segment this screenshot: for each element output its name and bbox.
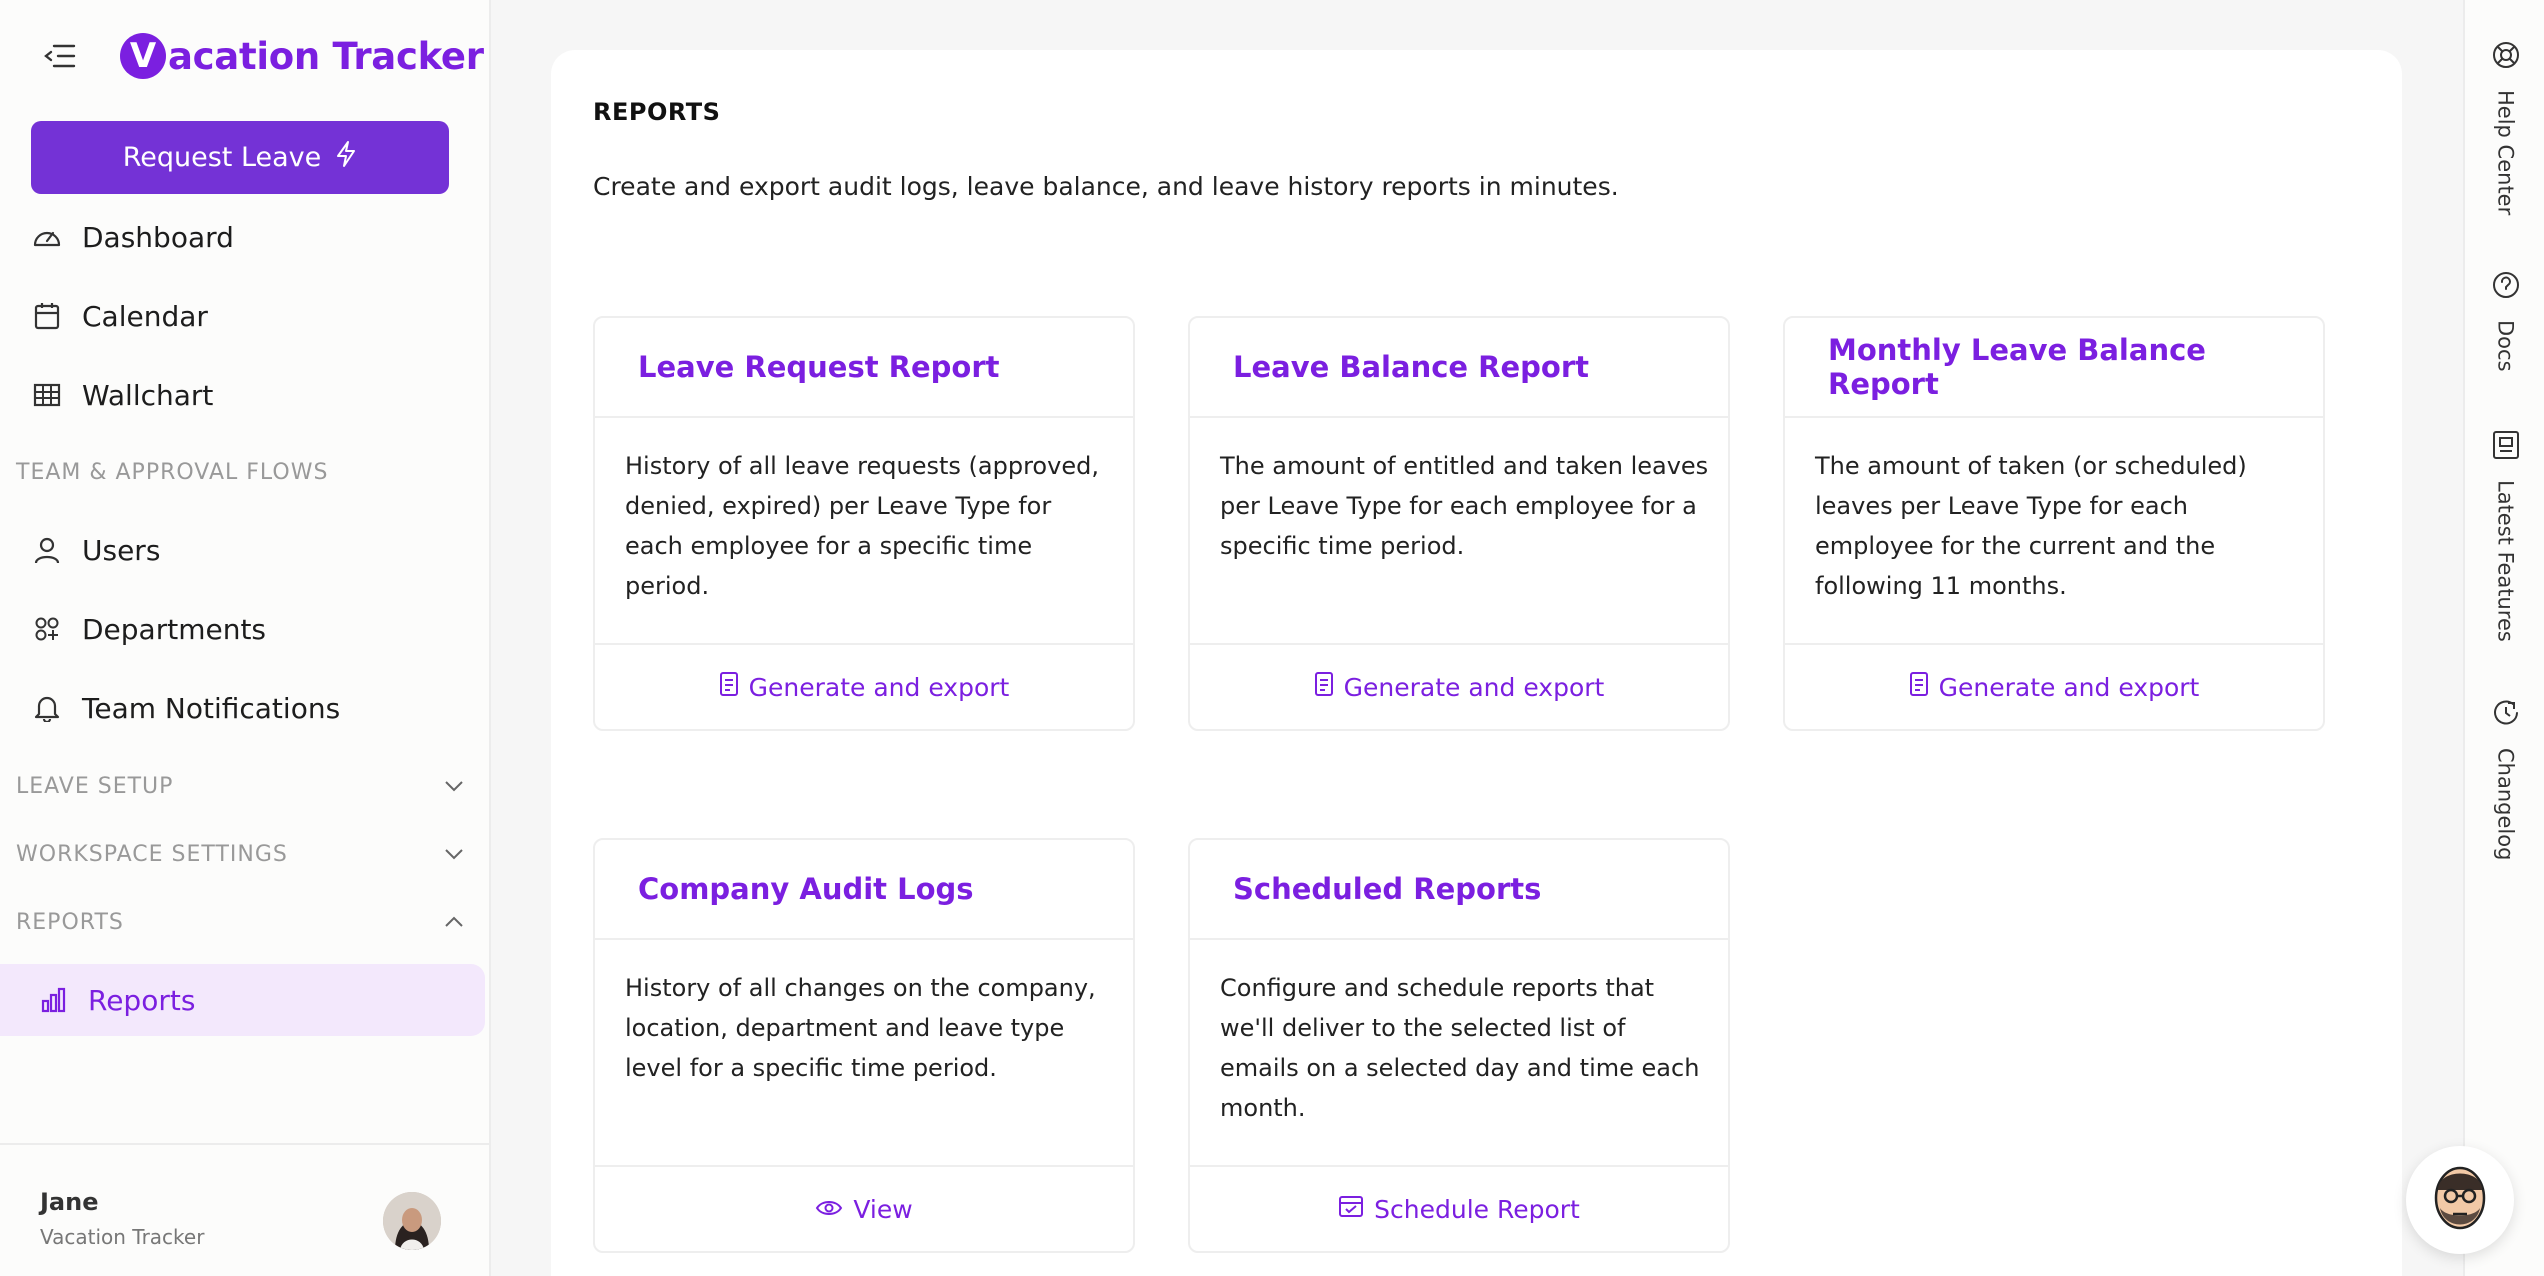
section-label: TEAM & APPROVAL FLOWS <box>16 459 329 485</box>
chevron-up-icon <box>442 910 466 934</box>
collapse-menu-icon[interactable] <box>40 36 80 76</box>
action-label: View <box>853 1194 913 1224</box>
support-chat-avatar-button[interactable] <box>2406 1146 2514 1254</box>
page-title: REPORTS <box>593 98 721 126</box>
card-description: History of all changes on the company, location, department and leave type level for a specific time period. <box>625 974 1096 1082</box>
report-card-leave-request <box>593 316 1135 731</box>
card-description: The amount of taken (or scheduled) leaves per Leave Type for each employee for the current and the following 11 months. <box>1815 452 2247 600</box>
docs-icon <box>2491 270 2521 304</box>
user-icon <box>32 535 62 565</box>
card-title[interactable]: Scheduled Reports <box>1190 840 1728 940</box>
report-card-scheduled-reports <box>1188 838 1730 1253</box>
calendar-schedule-icon <box>1338 1194 1364 1224</box>
sidebar-item-label: Reports <box>88 983 196 1017</box>
departments-icon <box>32 614 62 644</box>
section-workspace-settings[interactable] <box>16 834 466 874</box>
logo-mark: V <box>120 33 166 79</box>
rail-label: Changelog <box>2493 748 2518 861</box>
view-button[interactable] <box>595 1165 1133 1251</box>
lightning-icon <box>335 140 357 175</box>
support-agent-avatar-icon <box>2420 1158 2500 1242</box>
generate-export-button[interactable] <box>1785 643 2323 729</box>
sidebar-item-label: Team Notifications <box>82 691 341 725</box>
user-org: Vacation Tracker <box>40 1225 205 1249</box>
card-description: The amount of entitled and taken leaves per Leave Type for each employee for a specific time period. <box>1220 452 1709 560</box>
sidebar-item-label: Wallchart <box>82 378 214 412</box>
card-title[interactable]: Company Audit Logs <box>595 840 1133 940</box>
eye-icon <box>815 1195 843 1224</box>
bar-chart-icon <box>38 985 68 1015</box>
request-leave-button[interactable] <box>31 121 449 194</box>
rail-item-changelog[interactable] <box>2465 698 2544 860</box>
sidebar-item-label: Users <box>82 533 161 567</box>
sidebar-item-dashboard[interactable] <box>0 205 485 269</box>
logo-text: acation Tracker <box>168 34 484 78</box>
action-label: Generate and export <box>1343 672 1605 702</box>
changelog-icon <box>2491 698 2521 732</box>
sidebar-item-users[interactable] <box>0 518 485 582</box>
rail-label: Help Center <box>2493 90 2518 216</box>
chevron-down-icon <box>442 842 466 866</box>
section-reports[interactable] <box>16 902 466 942</box>
logo-row <box>40 28 484 84</box>
report-document-icon <box>719 671 739 703</box>
section-label: REPORTS <box>16 909 124 935</box>
user-profile[interactable] <box>0 1143 489 1276</box>
rail-label: Latest Features <box>2493 480 2518 642</box>
page-description: Create and export audit logs, leave balance, and leave history reports in minutes. <box>593 172 1619 201</box>
bell-icon <box>32 693 62 723</box>
action-label: Generate and export <box>748 672 1010 702</box>
user-name: Jane <box>40 1188 99 1216</box>
card-title[interactable]: Leave Request Report <box>595 318 1133 418</box>
section-leave-setup[interactable] <box>16 766 466 806</box>
section-label: LEAVE SETUP <box>16 773 174 799</box>
features-icon <box>2492 430 2520 464</box>
sidebar-item-team-notifications[interactable] <box>0 676 485 740</box>
generate-export-button[interactable] <box>1190 643 1728 729</box>
sidebar-item-label: Departments <box>82 612 267 646</box>
report-card-monthly-leave-balance <box>1783 316 2325 731</box>
generate-export-button[interactable] <box>595 643 1133 729</box>
section-label: WORKSPACE SETTINGS <box>16 841 288 867</box>
right-rail <box>2463 0 2544 1276</box>
rail-item-latest-features[interactable] <box>2465 430 2544 642</box>
rail-label: Docs <box>2493 320 2518 372</box>
sidebar-item-calendar[interactable] <box>0 284 485 348</box>
report-card-leave-balance <box>1188 316 1730 731</box>
chevron-down-icon <box>442 774 466 798</box>
sidebar-item-label: Dashboard <box>82 220 234 254</box>
rail-item-docs[interactable] <box>2465 270 2544 372</box>
report-document-icon <box>1314 671 1334 703</box>
grid-table-icon <box>32 380 62 410</box>
dashboard-gauge-icon <box>32 222 62 252</box>
action-label: Generate and export <box>1938 672 2200 702</box>
request-leave-label: Request Leave <box>122 142 322 173</box>
report-card-company-audit-logs <box>593 838 1135 1253</box>
lifebuoy-icon <box>2491 40 2521 74</box>
card-title[interactable]: Monthly Leave Balance Report <box>1785 318 2323 418</box>
action-label: Schedule Report <box>1374 1194 1580 1224</box>
sidebar-item-wallchart[interactable] <box>0 363 485 427</box>
sidebar-item-reports[interactable] <box>0 964 485 1036</box>
rail-item-help-center[interactable] <box>2465 40 2544 215</box>
card-title[interactable]: Leave Balance Report <box>1190 318 1728 418</box>
report-document-icon <box>1909 671 1929 703</box>
sidebar-item-departments[interactable] <box>0 597 485 661</box>
calendar-icon <box>32 301 62 331</box>
card-description: Configure and schedule reports that we'll deliver to the selected list of emails on a selected day and time each month. <box>1220 974 1700 1122</box>
app-logo[interactable] <box>120 33 484 79</box>
schedule-report-button[interactable] <box>1190 1165 1728 1251</box>
sidebar-item-label: Calendar <box>82 299 208 333</box>
avatar[interactable] <box>383 1192 441 1250</box>
card-description: History of all leave requests (approved, denied, expired) per Leave Type for each employee for a specific time period. <box>625 452 1099 600</box>
sidebar <box>0 0 491 1276</box>
section-team-approval <box>16 452 466 492</box>
